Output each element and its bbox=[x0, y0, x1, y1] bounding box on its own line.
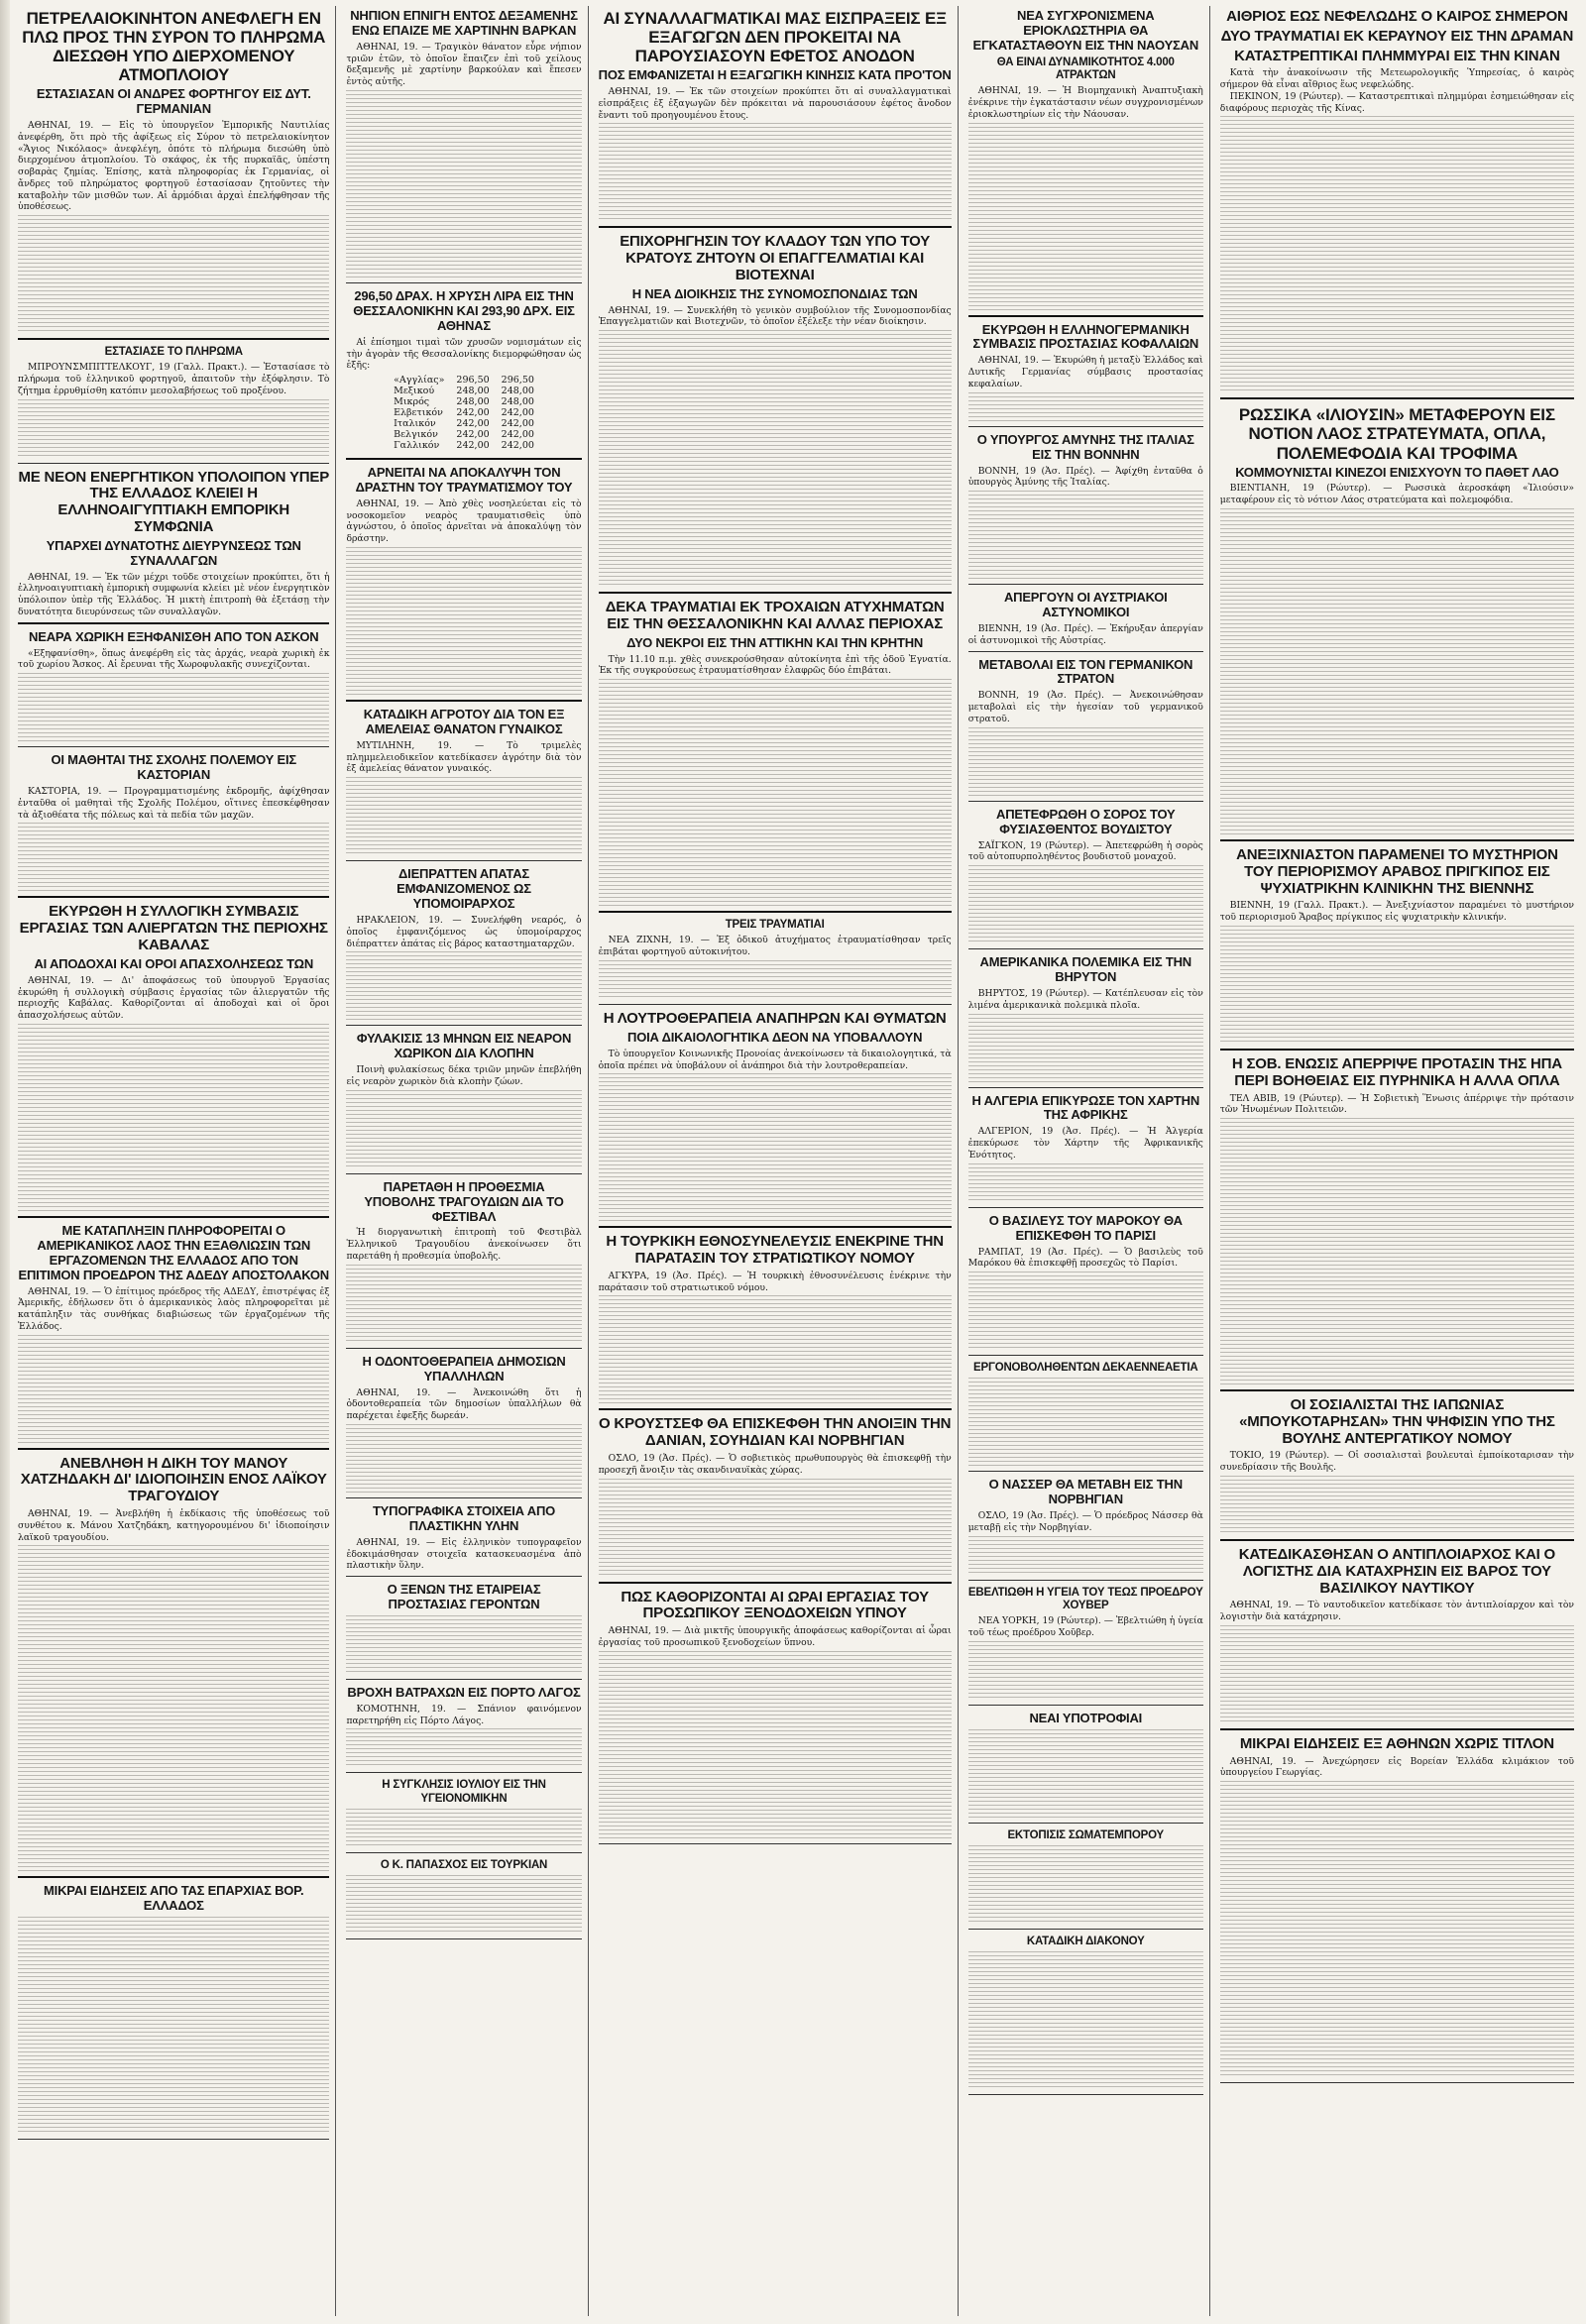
coin-price: 242,00 bbox=[501, 429, 534, 441]
article-body: Ἡ διοργανωτικὴ ἐπιτροπὴ τοῦ Φεστιβὰλ Ἑλληνικοῦ Τραγουδίου ἀνεκοίνωσεν ὅτι παρετάθη ἡ προθεσμία ὑποβολῆς. bbox=[346, 1227, 582, 1263]
article-hatzidakis bbox=[18, 1453, 329, 1879]
article-athens-briefs bbox=[1220, 1733, 1574, 2083]
article-body: ΑΘΗΝΑΙ, 19. — Ἀνεβλήθη ἡ ἐκδίκασις τῆς ὑποθέσεως τοῦ συνθέτου κ. Μάνου Χατζηδάκη, κατηγορουμένου δι' ἰδιοποίησιν λαϊκοῦ τραγουδίου. bbox=[18, 1508, 330, 1543]
text-block bbox=[346, 1265, 581, 1344]
text-block bbox=[968, 1378, 1203, 1467]
text-block bbox=[18, 673, 329, 742]
headline: Ο ΥΠΟΥΡΓΟΣ ΑΜΥΝΗΣ ΤΗΣ ΙΤΑΛΙΑΣ ΕΙΣ ΤΗΝ ΒΟΝΝΗΝ bbox=[976, 431, 1194, 462]
headline: ΜΙΚΡΑΙ ΕΙΔΗΣΕΙΣ ΕΞ ΑΘΗΝΩΝ ΧΩΡΙΣ ΤΙΤΛΟΝ bbox=[1239, 1734, 1554, 1752]
article-crew-mutiny bbox=[18, 343, 329, 464]
gold-price-table bbox=[388, 375, 540, 451]
article-german-army bbox=[968, 655, 1203, 802]
article-body: ΑΘΗΝΑΙ, 19. — Τραγικὸν θάνατον εὗρε νήπιον τριῶν ἐτῶν, τὸ ὁποῖον ἔπαιζεν ἐπὶ τοῦ χείλους δεξαμενῆς μὲ χαρτίνην βαρκούλαν καὶ ἔπεσεν ἐντὸς αὐτῆς. bbox=[346, 41, 582, 88]
article-greek-german bbox=[968, 320, 1203, 427]
subheadline: ΥΠΑΡΧΕΙ ΔΥΝΑΤΟΤΗΣ ΔΙΕΥΡΥΝΣΕΩΣ ΤΩΝ ΣΥΝΑΛΛΑΓΩΝ bbox=[46, 537, 301, 568]
headline: ΕΠΙΧΟΡΗΓΗΣΙΝ ΤΟΥ ΚΛΑΔΟΥ ΤΩΝ ΥΠΟ ΤΟΥ ΚΡΑΤΟΥΣ ΖΗΤΟΥΝ ΟΙ ΕΠΑΓΓΕΛΜΑΤΙΑΙ ΚΑΙ ΒΙΟΤΕΧΝΑΙ bbox=[620, 233, 931, 283]
article-body: ΑΘΗΝΑΙ, 19. — Ἐκυρώθη ἡ μεταξὺ Ἑλλάδος καὶ Δυτικῆς Γερμανίας σύμβασις προστασίας κεφαλαίων. bbox=[967, 355, 1203, 389]
coin-name: Μεξικού bbox=[394, 386, 435, 397]
article-body: ΜΥΤΙΛΗΝΗ, 19. — Τὸ τριμελὲς πλημμελειοδικεῖον κατεδίκασεν ἀγρότην διὰ τὸν ἐξ ἀμελείας θάνατον γυναικός. bbox=[346, 739, 582, 775]
gold-row bbox=[388, 407, 540, 418]
text-block bbox=[1220, 926, 1574, 1045]
article-algeria bbox=[968, 1091, 1203, 1208]
headline: ΒΡΟΧΗ ΒΑΤΡΑΧΩΝ ΕΙΣ ΠΟΡΤΟ ΛΑΓΟΣ bbox=[347, 1685, 581, 1700]
subheadline: ΚΟΜΜΟΥΝΙΣΤΑΙ ΚΙΝΕΖΟΙ ΕΝΙΣΧΥΟΥΝ ΤΟ ΠΑΘΕΤ ΛΑΟ bbox=[1235, 464, 1559, 480]
coin-name: Βελγικόν bbox=[394, 429, 438, 441]
coin-name: «Αγγλίας» bbox=[394, 375, 445, 387]
article-body: Ποινὴ φυλακίσεως δέκα τριῶν μηνῶν ἐπεβλήθη εἰς νεαρὸν χωρικὸν διὰ κλοπὴν ζώων. bbox=[346, 1064, 582, 1087]
article-body: Τὸ ὑπουργεῖον Κοινωνικῆς Προνοίας ἀνεκοίνωσεν τὰ δικαιολογητικά, τὰ ὁποῖα πρέπει νὰ ὑποβάλουν οἱ ἀνάπηροι διὰ τὴν λουτροθεραπείαν. bbox=[598, 1048, 952, 1071]
article-body: ΗΡΑΚΛΕΙΟΝ, 19. — Συνελήφθη νεαρός, ὁ ὁποῖος ἐμφανιζόμενος ὡς ὑπομοίραρχος διέπραττεν ἀπάτας εἰς βάρος καταστηματαρχῶν. bbox=[346, 914, 582, 949]
article-three-injured bbox=[599, 916, 952, 1005]
text-block bbox=[1220, 508, 1574, 835]
text-block bbox=[599, 960, 952, 1000]
text-block bbox=[346, 1809, 581, 1848]
coin-price: 296,50 bbox=[501, 375, 534, 387]
article-navy-embezzle bbox=[1220, 1544, 1574, 1730]
gold-row bbox=[388, 396, 540, 407]
article-italy-defence bbox=[968, 430, 1203, 585]
gold-row bbox=[388, 418, 540, 429]
coin-name: Γαλλικόν bbox=[394, 440, 440, 452]
article-khrushchev bbox=[599, 1413, 952, 1583]
subheadline: Η ΝΕΑ ΔΙΟΙΚΗΣΙΣ ΤΗΣ ΣΥΝΟΜΟΣΠΟΝΔΙΑΣ ΤΩΝ bbox=[631, 285, 918, 301]
text-block bbox=[968, 865, 1203, 944]
article-body: ΒΙΕΝΝΗ, 19 (Ἀσ. Πρές). — Ἐκήρυξαν ἀπεργίαν οἱ ἀστυνομικοὶ τῆς Αὐστρίας. bbox=[967, 623, 1203, 646]
text-block bbox=[346, 951, 581, 1021]
headline: ΤΡΕΙΣ ΤΡΑΥΜΑΤΙΑΙ bbox=[725, 919, 825, 932]
headline: ΝΗΠΙΟΝ ΕΠΝΙΓΗ ΕΝΤΟΣ ΔΕΞΑΜΕΝΗΣ ΕΝΩ ΕΠΑΙΖΕ ΜΕ ΧΑΡΤΙΝΗΝ ΒΑΡΚΑΝ bbox=[350, 8, 578, 38]
text-block bbox=[18, 823, 329, 892]
article-body: ΜΠΡΟΥΝΣΜΠΙΤΤΕΛΚΟΥΓ, 19 (Γαλλ. Πρακτ.). — Ἐστασίασε τὸ πλήρωμα τοῦ ἑλληνικοῦ φορτηγοῦ, ἀπαιτοῦν τὴν ἐξόφλησιν. Τὸ ζήτημα ἐρρυθμίσθη κατόπιν μεσολαβήσεως τοῦ προξένου. bbox=[18, 362, 330, 396]
article-gold-sovereign bbox=[346, 286, 581, 460]
text-block bbox=[599, 1295, 952, 1404]
article-austrian-police bbox=[968, 588, 1203, 651]
headline: ΕΡΓΟΝΟΒΟΛΗΘΕΝΤΩΝ ΔΕΚΑΕΝΝΕΑΕΤΙΑ bbox=[973, 1362, 1198, 1375]
headline: Η ΟΔΟΝΤΟΘΕΡΑΠΕΙΑ ΔΗΜΟΣΙΩΝ ΥΠΑΛΛΗΛΩΝ bbox=[362, 1353, 566, 1383]
headline: Η ΣΟΒ. ΕΝΩΣΙΣ ΑΠΕΡΡΙΨΕ ΠΡΟΤΑΣΙΝ ΤΗΣ ΗΠΑ ΠΕΡΙ ΒΟΗΘΕΙΑΣ ΕΙΣ ΠΥΡΗΝΙΚΑ Η ΑΛΛΑ ΟΠΛΑ bbox=[1231, 1054, 1562, 1089]
article-prison bbox=[346, 1029, 581, 1173]
article-turkish-assembly bbox=[599, 1231, 952, 1410]
text-block bbox=[599, 123, 952, 222]
coin-price: 242,00 bbox=[456, 429, 490, 441]
headline: ΠΑΡΕΤΑΘΗ Η ΠΡΟΘΕΣΜΙΑ ΥΠΟΒΟΛΗΣ ΤΡΑΓΟΥΔΙΩΝ ΔΙΑ ΤΟ ΦΕΣΤΙΒΑΛ bbox=[364, 1178, 564, 1224]
article-hoover bbox=[968, 1584, 1203, 1706]
text-block bbox=[968, 1641, 1203, 1701]
gold-row bbox=[388, 375, 540, 386]
headline: ΕΒΕΛΤΙΩΘΗ Η ΥΓΕΙΑ ΤΟΥ ΤΕΩΣ ΠΡΟΕΔΡΟΥ ΧΟΥΒΕΡ bbox=[967, 1586, 1203, 1611]
article-health-council bbox=[346, 1776, 581, 1852]
headline: ΠΕΤΡΕΛΑΙΟΚΙΝΗΤΟΝ ΑΝΕΦΛΕΓΗ ΕΝ ΠΛΩ ΠΡΟΣ ΤΗΝ ΣΥΡΟΝ ΤΟ ΠΛΗΡΩΜΑ ΔΙΕΣΩΘΗ ΥΠΟ ΔΙΕΡΧΟΜΕΝΟΥ ΑΤΜΟΠΛΟΙΟΥ bbox=[22, 9, 326, 85]
gold-row bbox=[388, 440, 540, 451]
gold-row bbox=[388, 386, 540, 396]
article-body: ΒΙΕΝΤΙΑΝΗ, 19 (Ρώυτερ). — Ρωσσικὰ ἀεροσκάφη «Ἰλιούσιν» μεταφέρουν εἰς τὸ νότιον Λάος στρατεύματα καὶ πολεμοφόδια. bbox=[1219, 483, 1574, 506]
headline-2: ΔΥΟ ΤΡΑΥΜΑΤΙΑΙ ΕΚ ΚΕΡΑΥΝΟΥ ΕΙΣ ΤΗΝ ΔΡΑΜΑΝ bbox=[1220, 27, 1574, 45]
article-elderly-home bbox=[346, 1580, 581, 1680]
article-type bbox=[346, 1501, 581, 1577]
article-kavala-fishers bbox=[18, 901, 329, 1217]
article-body: ΑΛΓΕΡΙΟΝ, 19 (Ἀσ. Πρές). — Ἡ Ἀλγερία ἐπεκύρωσε τὸν Χάρτην τῆς Ἀφρικανικῆς Ἑνότητος. bbox=[967, 1126, 1203, 1161]
headline: ΑΠΕΤΕΦΡΩΘΗ Ο ΣΟΡΟΣ ΤΟΥ ΦΥΣΙΑΣΘΕΝΤΟΣ ΒΟΥΔΙΣΤΟΥ bbox=[996, 806, 1176, 836]
article-body: ΚΟΜΟΤΗΝΗ, 19. — Σπάνιον φαινόμενον παρετηρήθη εἰς Πόρτο Λάγος. bbox=[346, 1703, 582, 1726]
text-block bbox=[968, 1163, 1203, 1203]
article-deacon bbox=[968, 1933, 1203, 2095]
coin-price: 242,00 bbox=[501, 418, 534, 430]
gold-row bbox=[388, 429, 540, 440]
article-nasser bbox=[968, 1475, 1203, 1580]
coin-price: 242,00 bbox=[501, 407, 534, 419]
article-body: ΤΟΚΙΟ, 19 (Ρώυτερ). — Οἱ σοσιαλισταὶ βουλευταὶ ἐμποίκοταρισαν τὴν συνεδρίασιν τῆς Βουλῆς. bbox=[1219, 1450, 1574, 1474]
article-exports bbox=[599, 6, 952, 228]
article-body: ΡΑΜΠΑΤ, 19 (Ἀσ. Πρές). — Ὁ βασιλεὺς τοῦ Μαρόκου θὰ ἐπισκεφθῇ προσεχῶς τὸ Παρίσι. bbox=[967, 1246, 1203, 1270]
article-body: ΒΙΕΝΝΗ, 19 (Γαλλ. Πρακτ.). — Ἀνεξιχνίαστον παραμένει τὸ μυστήριον τοῦ περιορισμοῦ Ἄραβος πρίγκιπος εἰς ψυχιατρικὴν κλινικήν. bbox=[1219, 900, 1574, 924]
text-block bbox=[18, 1917, 329, 2135]
article-body: ΣΑΪΓΚΟΝ, 19 (Ρώυτερ). — Ἀπετεφρώθη ἡ σορὸς τοῦ αὐτοπυρποληθέντος βουδιστοῦ μοναχοῦ. bbox=[967, 839, 1203, 863]
article-weather bbox=[1220, 6, 1574, 399]
text-block bbox=[599, 1651, 952, 1839]
coin-name: Ιταλικόν bbox=[394, 418, 436, 430]
headline: ΔΙΕΠΡΑΤΤΕΝ ΑΠΑΤΑΣ ΕΜΦΑΝΙΖΟΜΕΝΟΣ ΩΣ ΥΠΟΜΟΙΡΑΡΧΟΣ bbox=[396, 866, 531, 912]
headline: ΕΚΤΟΠΙΣΙΣ ΣΩΜΑΤΕΜΠΟΡΟΥ bbox=[1007, 1828, 1165, 1841]
headline: ΑΠΕΡΓΟΥΝ ΟΙ ΑΥΣΤΡΙΑΚΟΙ ΑΣΤΥΝΟΜΙΚΟΙ bbox=[1003, 590, 1168, 620]
text-block bbox=[599, 1073, 952, 1222]
subheadline: ΔΥΟ ΝΕΚΡΟΙ ΕΙΣ ΤΗΝ ΑΤΤΙΚΗΝ ΚΑΙ ΤΗΝ ΚΡΗΤΗΝ bbox=[626, 634, 924, 650]
article-body: ΑΘΗΝΑΙ, 19. — Ἐκ τῶν μέχρι τοῦδε στοιχείων προκύπτει, ὅτι ἡ ἑλληνοαιγυπτιακὴ ἐμπορικὴ συμφωνία κλείει μὲ νέον ἐνεργητικὸν ὑπόλοιπον ὑπὲρ τῆς Ἑλλάδος. Ἡ μικτὴ ἐπιτροπὴ θὰ ἐξετάσῃ τὴν δυνατότητα διευρύνσεως τῶν συναλλαγῶν. bbox=[18, 571, 330, 617]
article-body: ΝΕΑ ΖΙΧΝΗ, 19. — Ἐξ ὀδικοῦ ἀτυχήματος ἐτραυματίσθησαν τρεῖς ἐπιβάται φορτηγοῦ αὐτοκινήτου. bbox=[598, 935, 952, 958]
article-deportation bbox=[968, 1826, 1203, 1930]
text-block bbox=[346, 1090, 581, 1169]
headline: ΚΑΤΕΔΙΚΑΣΘΗΣΑΝ Ο ΑΝΤΙΠΛΟΙΑΡΧΟΣ ΚΑΙ Ο ΛΟΓΙΣΤΗΣ ΔΙΑ ΚΑΤΑΧΡΗΣΙΝ ΕΙΣ ΒΑΡΟΣ ΤΟΥ ΒΑΣΙΛΙΚΟΥ ΝΑΥΤΙΚΟΥ bbox=[1238, 1545, 1555, 1597]
headline: Ο ΝΑΣΣΕΡ ΘΑ ΜΕΤΑΒΗ ΕΙΣ ΤΗΝ ΝΟΡΒΗΓΙΑΝ bbox=[988, 1477, 1183, 1507]
text-block bbox=[1220, 1781, 1574, 2078]
article-body: ΒΗΡΥΤΟΣ, 19 (Ρώυτερ). — Κατέπλευσαν εἰς τὸν λιμένα ἀμερικανικὰ πολεμικὰ πλοῖα. bbox=[967, 987, 1203, 1011]
headline: ΦΥΛΑΚΙΣΙΣ 13 ΜΗΝΩΝ ΕΙΣ ΝΕΑΡΟΝ ΧΩΡΙΚΟΝ ΔΙΑ ΚΛΟΠΗΝ bbox=[356, 1031, 572, 1061]
article-northern-news bbox=[18, 1881, 329, 2140]
article-scholarships bbox=[968, 1709, 1203, 1824]
article-body: ΑΘΗΝΑΙ, 19. — Ἡ Βιομηχανικὴ Ἀναπτυξιακὴ ἐνέκρινε τὴν ἐγκατάστασιν νέων συγχρονισμένων ἐριοκλωστηρίων εἰς τὴν Νάουσαν. bbox=[967, 85, 1203, 120]
article-body: ΑΘΗΝΑΙ, 19. — Εἰς ἑλληνικὸν τυπογραφεῖον ἐδοκιμάσθησαν στοιχεῖα κατασκευασμένα ἀπὸ πλαστικὴν ὕλην. bbox=[346, 1536, 582, 1572]
headline: Ο ΞΕΝΩΝ ΤΗΣ ΕΤΑΙΡΕΙΑΣ ΠΡΟΣΤΑΣΙΑΣ ΓΕΡΟΝΤΩΝ bbox=[387, 1582, 541, 1612]
article-body: ΟΣΛΟ, 19 (Ἀσ. Πρές). — Ὁ πρόεδρος Νάσσερ θὰ μεταβῇ εἰς τὴν Νορβηγίαν. bbox=[967, 1510, 1203, 1533]
headline-3: ΚΑΤΑΣΤΡΕΠΤΙΚΑΙ ΠΛΗΜΜΥΡΑΙ ΕΙΣ ΤΗΝ ΚΙΝΑΝ bbox=[1234, 47, 1560, 64]
text-block bbox=[968, 727, 1203, 797]
article-war-school bbox=[18, 750, 329, 898]
headline: ΔΕΚΑ ΤΡΑΥΜΑΤΙΑΙ ΕΚ ΤΡΟΧΑΙΩΝ ΑΤΥΧΗΜΑΤΩΝ ΕΙΣ ΤΗΝ ΘΕΣΣΑΛΟΝΙΚΗΝ ΚΑΙ ΑΛΛΑΣ ΠΕΡΙΟΧΑΣ bbox=[605, 599, 945, 632]
column-4 bbox=[968, 6, 1210, 2316]
column-3 bbox=[599, 6, 959, 2316]
article-body: ΟΣΛΟ, 19 (Ἀσ. Πρές). — Ὁ σοβιετικὸς πρωθυπουργὸς θὰ ἐπισκεφθῇ τὴν προσεχῆ ἄνοιξιν τὰς σκανδιναυϊκὰς χώρας. bbox=[598, 1452, 952, 1476]
text-block bbox=[968, 392, 1203, 422]
headline: ΕΚΥΡΩΘΗ Η ΕΛΛΗΝΟΓΕΡΜΑΝΙΚΗ ΣΥΜΒΑΣΙΣ ΠΡΟΣΤΑΣΙΑΣ ΚΟΦΑΛΑΙΩΝ bbox=[972, 321, 1199, 352]
text-block bbox=[18, 399, 329, 459]
headline: ΚΑΤΑΔΙΚΗ ΑΓΡΟΤΟΥ ΔΙΑ ΤΟΝ ΕΞ ΑΜΕΛΕΙΑΣ ΘΑΝΑΤΟΝ ΓΥΝΑΙΚΟΣ bbox=[363, 706, 565, 736]
article-dental bbox=[346, 1352, 581, 1498]
article-body: ΑΘΗΝΑΙ, 19. — Εἰς τὸ ὑπουργεῖον Ἐμπορικῆς Ναυτιλίας ἀνεφέρθη, ὅτι πρὸ τῆς ἀφίξεως εἰς Σύρον τὸ πετρελαιοκίνητον «Ἅγιος Νικόλαος» ἀνεφλέγη, ὁπότε τὸ πλήρωμα διεσώθη ὑπὸ διερχομένου ἀτμοπλοίου. Τὸ σκάφος, ἐκ τῆς πυρκαϊᾶς, ὑπέστη σοβαρὰς ζημίας. Ἐπίσης, κατὰ πληροφορίας ἐκ Γερμανίας, οἱ ἄνδρες τοῦ πληρώματος φορτηγοῦ ἐστασίασαν ζητοῦντες τὴν καταβολὴν τῶν μισθῶν των. Αἱ ἀρμόδιαι ἀρχαὶ ἐπελήφθησαν τῆς ὑποθέσεως. bbox=[18, 120, 330, 213]
headline: 296,50 ΔΡΑΧ. Η ΧΡΥΣΗ ΛΙΡΑ ΕΙΣ ΤΗΝ ΘΕΣΣΑΛΟΝΙΚΗΝ ΚΑΙ 293,90 ΔΡΧ. ΕΙΣ ΑΘΗΝΑΣ bbox=[353, 287, 575, 333]
article-hotel-hours bbox=[599, 1587, 952, 1844]
page-edge bbox=[0, 0, 10, 2324]
article-body: ΒΟΝΝΗ, 19 (Ἀσ. Πρές). — Ἀνεκοινώθησαν μεταβολαὶ εἰς τὴν ἡγεσίαν τοῦ γερμανικοῦ στρατοῦ. bbox=[967, 690, 1203, 724]
text-block bbox=[1220, 1476, 1574, 1535]
headline: Ο ΒΑΣΙΛΕΥΣ ΤΟΥ ΜΑΡΟΚΟΥ ΘΑ ΕΠΙΣΚΕΦΘΗ ΤΟ ΠΑΡΙΣΙ bbox=[988, 1212, 1183, 1243]
headline: ΤΥΠΟΓΡΑΦΙΚΑ ΣΤΟΙΧΕΙΑ ΑΠΟ ΠΛΑΣΤΙΚΗΝ ΥΛΗΝ bbox=[372, 1502, 556, 1533]
article-morocco bbox=[968, 1211, 1203, 1356]
article-body: ΑΘΗΝΑΙ, 19. — Συνεκλήθη τὸ γενικὸν συμβούλιον τῆς Συνομοσπονδίας Ἐπαγγελματιῶν καὶ Βιοτεχνῶν, τὸ ὁποῖον ἐξέλεξε τὴν νέαν διοίκησιν. bbox=[598, 304, 952, 328]
article-farmer bbox=[346, 705, 581, 861]
article-soviet-reject bbox=[1220, 1053, 1574, 1391]
article-body: ΝΕΑ ΥΟΡΚΗ, 19 (Ρώυτερ). — Ἐβελτιώθη ἡ ὑγεία τοῦ τέως προέδρου Χοῦβερ. bbox=[967, 1615, 1203, 1638]
coin-price: 248,00 bbox=[501, 386, 534, 397]
text-block bbox=[968, 1729, 1203, 1819]
text-block bbox=[346, 1615, 581, 1675]
article-traffic bbox=[599, 597, 952, 913]
text-block bbox=[599, 330, 952, 588]
subheadline: ΘΑ ΕΙΝΑΙ ΔΥΝΑΜΙΚΟΤΗΤΟΣ 4.000 ΑΤΡΑΚΤΩΝ bbox=[996, 55, 1175, 82]
headline: Η ΛΟΥΤΡΟΘΕΡΑΠΕΙΑ ΑΝΑΠΗΡΩΝ ΚΑΙ ΘΥΜΑΤΩΝ bbox=[603, 1010, 947, 1027]
headline: ΝΕΑ ΣΥΓΧΡΟΝΙΣΜΕΝΑ ΕΡΙΟΚΛΩΣΤΗΡΙΑ ΘΑ ΕΓΚΑΤΑΣΤΑΘΟΥΝ ΕΙΣ ΤΗΝ ΝΑΟΥΣΑΝ bbox=[972, 8, 1199, 53]
article-body: Αἱ ἐπίσημοι τιμαὶ τῶν χρυσῶν νομισμάτων εἰς τὴν ἀγορὰν τῆς Θεσσαλονίκης διεμορφώθησαν ὡς ἑξῆς: bbox=[346, 336, 582, 372]
headline: ΝΕΑΡΑ ΧΩΡΙΚΗ ΕΞΗΦΑΝΙΣΘΗ ΑΠΟ ΤΟΝ ΑΣΚΟΝ bbox=[29, 628, 319, 644]
headline: ΕΣΤΑΣΙΑΣΕ ΤΟ ΠΛΗΡΩΜΑ bbox=[104, 346, 243, 359]
coin-price: 296,50 bbox=[456, 375, 490, 387]
column-1 bbox=[18, 6, 336, 2316]
text-block bbox=[18, 1335, 329, 1444]
text-block bbox=[968, 1014, 1203, 1083]
article-body: ΒΟΝΝΗ, 19 (Ἀσ. Πρές). — Ἀφίχθη ἐνταῦθα ὁ ὑπουργὸς Ἀμύνης τῆς Ἰταλίας. bbox=[967, 465, 1203, 489]
text-block bbox=[968, 123, 1203, 311]
headline: ΑΡΝΕΙΤΑΙ ΝΑ ΑΠΟΚΑΛΥΨΗ ΤΟΝ ΔΡΑΣΤΗΝ ΤΟΥ ΤΡΑΥΜΑΤΙΣΜΟΥ ΤΟΥ bbox=[355, 465, 573, 495]
headline: Ο Κ. ΠΑΠΑΣΧΟΣ ΕΙΣ ΤΟΥΡΚΙΑΝ bbox=[380, 1858, 548, 1871]
text-block bbox=[346, 90, 581, 278]
text-block bbox=[18, 1545, 329, 1872]
subheadline: ΠΟΙΑ ΔΙΚΑΙΟΛΟΓΗΤΙΚΑ ΔΕΟΝ ΝΑ ΥΠΟΒΑΛΛΟΥΝ bbox=[627, 1029, 923, 1045]
headline: ΜΙΚΡΑΙ ΕΙΔΗΣΕΙΣ ΑΠΟ ΤΑΣ ΕΠΑΡΧΙΑΣ ΒΟΡ. ΕΛΛΑΔΟΣ bbox=[44, 1883, 304, 1914]
headline: ΝΕΑΙ ΥΠΟΤΡΟΦΙΑΙ bbox=[1029, 1710, 1143, 1725]
article-japan-socialists bbox=[1220, 1394, 1574, 1541]
article-refuses bbox=[346, 463, 581, 702]
headline: Η ΑΛΓΕΡΙΑ ΕΠΙΚΥΡΩΣΕ ΤΟΝ ΧΑΡΤΗΝ ΤΗΣ ΑΦΡΙΚΗΣ bbox=[971, 1092, 1200, 1123]
article-body: ΑΘΗΝΑΙ, 19. — Τὸ ναυτοδικεῖον κατεδίκασε τὸν ἀντιπλοίαρχον καὶ τὸν λογιστὴν διὰ κατάχρησιν. bbox=[1219, 1600, 1574, 1623]
coin-price: 242,00 bbox=[456, 440, 490, 452]
article-body: ΑΘΗΝΑΙ, 19. — Δι' ἀποφάσεως τοῦ ὑπουργοῦ Ἐργασίας ἐκυρώθη ἡ συλλογικὴ σύμβασις ἐργασίας τῶν ἁλιεργατῶν τῆς περιοχῆς Καβάλας. Καθορίζονται αἱ ἀποδοχαὶ καὶ οἱ ὅροι ἀπασχολήσεως αὐτῶν. bbox=[18, 974, 330, 1022]
article-missing-girl bbox=[18, 627, 329, 747]
article-tanker-fire bbox=[18, 6, 329, 340]
article-craftsmen bbox=[599, 231, 952, 594]
coin-price: 242,00 bbox=[456, 418, 490, 430]
headline: Ο ΚΡΟΥΣΤΣΕΦ ΘΑ ΕΠΙΣΚΕΦΘΗ ΤΗΝ ΑΝΟΙΞΙΝ ΤΗΝ ΔΑΝΙΑΝ, ΣΟΥΗΔΙΑΝ ΚΑΙ ΝΟΡΒΗΓΙΑΝ bbox=[599, 1415, 952, 1450]
article-body: «Εξηφανίσθη», ὅπως ἀνεφέρθη εἰς τὰς ἀρχάς, νεαρὰ χωρικὴ ἐκ τοῦ χωρίου Ἄσκος. Αἱ ἔρευναι τῆς Χωροφυλακῆς συνεχίζονται. bbox=[18, 647, 330, 671]
headline: ΜΕ ΚΑΤΑΠΛΗΞΙΝ ΠΛΗΡΟΦΟΡΕΙΤΑΙ Ο ΑΜΕΡΙΚΑΝΙΚΟΣ ΛΑΟΣ ΤΗΝ ΕΞΑΘΛΙΩΣΙΝ ΤΩΝ ΕΡΓΑΖΟΜΕΝΩΝ ΤΗΣ ΕΛΛΑΔΟΣ ΑΠΟ ΤΟΝ ΕΠΙΤΙΜΟΝ ΠΡΟΕΔΡΟΝ ΤΗΣ ΑΔΕΔΥ ΑΠΟΣΤΟΛΑΚΟΝ bbox=[18, 1222, 329, 1282]
text-block bbox=[18, 215, 329, 334]
article-body: ΑΘΗΝΑΙ, 19. — Ἀπὸ χθὲς νοσηλεύεται εἰς τὸ νοσοκομεῖον νεαρὸς τραυματισθεὶς ὑπὸ ἀγνώστου, ὁ ὁποῖος ἀρνεῖται νὰ ἀποκαλύψῃ τὸν δράστην. bbox=[346, 498, 582, 545]
article-body: ΤΕΛ ΑΒΙΒ, 19 (Ρώυτερ). — Ἡ Σοβιετικὴ Ἕνωσις ἀπέρριψε τὴν πρότασιν τῶν Ἡνωμένων Πολιτειῶν. bbox=[1219, 1092, 1574, 1116]
headline: ΑΙΘΡΙΟΣ ΕΩΣ ΝΕΦΕΛΩΔΗΣ Ο ΚΑΙΡΟΣ ΣΗΜΕΡΟΝ bbox=[1226, 8, 1568, 25]
coin-price: 248,00 bbox=[456, 396, 490, 408]
text-block bbox=[18, 1024, 329, 1212]
text-block bbox=[599, 1479, 952, 1578]
coin-name: Ελβετικόν bbox=[394, 407, 443, 419]
coin-price: 248,00 bbox=[501, 396, 534, 408]
article-fraud bbox=[346, 864, 581, 1026]
coin-name: Μικρός bbox=[394, 396, 430, 408]
subheadline: ΠΟΣ ΕΜΦΑΝΙΖΕΤΑΙ Η ΕΞΑΓΩΓΙΚΗ ΚΙΝΗΣΙΣ ΚΑΤΑ ΠΡΟ'ΤΟΝ bbox=[598, 67, 952, 83]
headline: ΜΕ ΝΕΟΝ ΕΝΕΡΓΗΤΙΚΟΝ ΥΠΟΛΟΙΠΟΝ ΥΠΕΡ ΤΗΣ ΕΛΛΑΔΟΣ ΚΛΕΙΕΙ Η ΕΛΛΗΝΟΑΙΓΥΠΤΙΑΚΗ ΕΜΠΟΡΙΚΗ ΣΥΜΦΩΝΙΑ bbox=[18, 468, 330, 536]
headline: ΑΜΕΡΙΚΑΝΙΚΑ ΠΟΛΕΜΙΚΑ ΕΙΣ ΤΗΝ ΒΗΡΥΤΟΝ bbox=[979, 954, 1191, 985]
headline: ΜΕΤΑΒΟΛΑΙ ΕΙΣ ΤΟΝ ΓΕΡΜΑΝΙΚΟΝ ΣΤΡΑΤΟΝ bbox=[978, 656, 1193, 687]
text-block bbox=[968, 1951, 1203, 2090]
text-block bbox=[599, 679, 952, 907]
article-spa-therapy bbox=[599, 1008, 952, 1228]
column-5 bbox=[1220, 6, 1574, 2316]
article-body: ΑΘΗΝΑΙ, 19. — Ἐκ τῶν στοιχείων προκύπτει ὅτι αἱ συναλλαγματικαὶ εἰσπράξεις ἐξ ἐξαγωγῶν δὲν πρόκειται νὰ παρουσιάσουν ἐφέτος ἄνοδον ἔναντι τοῦ προηγουμένου ἔτους. bbox=[598, 86, 952, 121]
text-block bbox=[968, 1536, 1203, 1576]
headline: ΑΙ ΣΥΝΑΛΛΑΓΜΑΤΙΚΑΙ ΜΑΣ ΕΙΣΠΡΑΞΕΙΣ ΕΞ ΕΞΑΓΩΓΩΝ ΔΕΝ ΠΡΟΚΕΙΤΑΙ ΝΑ ΠΑΡΟΥΣΙΑΣΟΥΝ ΕΦΕΤΟΣ ΑΝΟΔΟΝ bbox=[603, 9, 947, 66]
article-body: ΚΑΣΤΟΡΙΑ, 19. — Προγραμματισμένης ἐκδρομῆς, ἀφίχθησαν ἐνταῦθα οἱ μαθηταὶ τῆς Σχολῆς Πολέμου, οἵτινες ἐπεσκέφθησαν τὰ ἀξιοθέατα τῆς πόλεως καὶ τὰ πεδία τῶν μαχῶν. bbox=[18, 786, 330, 821]
headline: ΟΙ ΣΟΣΙΑΛΙΣΤΑΙ ΤΗΣ ΙΑΠΩΝΙΑΣ «ΜΠΟΥΚΟΤΑΡΗΣΑΝ» ΤΗΝ ΨΗΦΙΣΙΝ ΥΠΟ ΤΗΣ ΒΟΥΛΗΣ ΑΝΤΕΡΓΑΤΙΚΟΥ ΝΟΜΟΥ bbox=[1239, 1396, 1555, 1447]
article-papaschos bbox=[346, 1856, 581, 1939]
article-body: Κατὰ τὴν ἀνακοίνωσιν τῆς Μετεωρολογικῆς Ὑπηρεσίας, ὁ καιρὸς σήμερον θὰ εἶναι αἴθριος ἕως νεφελώδης. bbox=[1219, 67, 1574, 91]
article-decade bbox=[968, 1359, 1203, 1472]
headline: ΠΩΣ ΚΑΘΟΡΙΖΟΝΤΑΙ ΑΙ ΩΡΑΙ ΕΡΓΑΣΙΑΣ ΤΟΥ ΠΡΟΣΩΠΙΚΟΥ ΞΕΝΟΔΟΧΕΙΩΝ ΥΠΝΟΥ bbox=[621, 1588, 929, 1622]
article-body: ΑΘΗΝΑΙ, 19. — Διὰ μικτῆς ὑπουργικῆς ἀποφάσεως καθορίζονται αἱ ὧραι ἐργασίας τοῦ προσωπικοῦ ξενοδοχείων ὕπνου. bbox=[598, 1625, 952, 1648]
subheadline: ΑΙ ΑΠΟΔΟΧΑΙ ΚΑΙ ΟΡΟΙ ΑΠΑΣΧΟΛΗΣΕΩΣ ΤΩΝ bbox=[34, 955, 314, 971]
coin-price: 242,00 bbox=[501, 440, 534, 452]
headline: ΟΙ ΜΑΘΗΤΑΙ ΤΗΣ ΣΧΟΛΗΣ ΠΟΛΕΜΟΥ ΕΙΣ ΚΑΣΤΟΡΙΑΝ bbox=[51, 752, 297, 783]
article-naousa-mills bbox=[968, 6, 1203, 317]
article-laos bbox=[1220, 402, 1574, 841]
article-adedy bbox=[18, 1221, 329, 1450]
text-block bbox=[968, 1845, 1203, 1925]
headline: ΡΩΣΣΙΚΑ «ΙΛΙΟΥΣΙΝ» ΜΕΤΑΦΕΡΟΥΝ ΕΙΣ ΝΟΤΙΟΝ ΛΑΟΣ ΣΤΡΑΤΕΥΜΑΤΑ, ΟΠΛΑ, ΠΟΛΕΜΕΦΟΔΙΑ ΚΑΙ ΤΡΟΦΙΜΑ bbox=[1238, 405, 1555, 463]
article-body: ΑΘΗΝΑΙ, 19. — Ἀνεκοινώθη ὅτι ἡ ὀδοντοθεραπεία τῶν δημοσίων ὑπαλλήλων θὰ παρέχεται ἐφεξῆς δωρεάν. bbox=[346, 1386, 582, 1422]
text-block bbox=[346, 777, 581, 856]
article-arab-prince bbox=[1220, 844, 1574, 1051]
article-body: ΑΘΗΝΑΙ, 19. — Ἀνεχώρησεν εἰς Βορείαν Ἑλλάδα κλιμάκιον τοῦ ὑπουργείου Γεωργίας. bbox=[1219, 1755, 1574, 1779]
article-festival bbox=[346, 1177, 581, 1349]
text-block bbox=[1220, 1625, 1574, 1724]
article-body-2: ΠΕΚΙΝΟΝ, 19 (Ρώυτερ). — Καταστρεπτικαὶ πλημμύραι ἐσημειώθησαν εἰς διαφόρους περιοχὰς τῆς Κίνας. bbox=[1219, 90, 1574, 114]
headline: ΑΝΕΞΙΧΝΙΑΣΤΟΝ ΠΑΡΑΜΕΝΕΙ ΤΟ ΜΥΣΤΗΡΙΟΝ ΤΟΥ ΠΕΡΙΟΡΙΣΜΟΥ ΑΡΑΒΟΣ ΠΡΙΓΚΙΠΟΣ ΕΙΣ ΨΥΧΙΑΤΡΙΚΗΝ ΚΛΙΝΙΚΗΝ ΤΗΣ ΒΙΕΝΝΗΣ bbox=[1236, 846, 1558, 897]
text-block bbox=[968, 491, 1203, 580]
headline: ΑΝΕΒΛΗΘΗ Η ΔΙΚΗ ΤΟΥ ΜΑΝΟΥ ΧΑΤΖΗΔΑΚΗ ΔΙ' ΙΔΙΟΠΟΙΗΣΙΝ ΕΝΟΣ ΛΑΪΚΟΥ ΤΡΑΓΟΥΔΙΟΥ bbox=[20, 1454, 327, 1505]
text-block bbox=[1220, 116, 1574, 393]
headline: ΚΑΤΑΔΙΚΗ ΔΙΑΚΟΝΟΥ bbox=[1026, 1935, 1145, 1947]
coin-price: 248,00 bbox=[456, 386, 490, 397]
article-egypt-trade bbox=[18, 467, 329, 624]
text-block bbox=[346, 1424, 581, 1494]
text-block bbox=[346, 547, 581, 696]
column-2 bbox=[346, 6, 588, 2316]
text-block bbox=[968, 1272, 1203, 1351]
article-buddhist bbox=[968, 805, 1203, 949]
coin-price: 242,00 bbox=[456, 407, 490, 419]
article-toddler bbox=[346, 6, 581, 283]
article-frogs bbox=[346, 1683, 581, 1773]
article-beirut bbox=[968, 952, 1203, 1087]
article-body: ΑΓΚΥΡΑ, 19 (Ἀσ. Πρές). — Ἡ τουρκικὴ ἐθνοσυνέλευσις ἐνέκρινε τὴν παράτασιν τοῦ στρατιωτικοῦ νόμου. bbox=[598, 1270, 952, 1293]
headline: Η ΣΥΓΚΛΗΣΙΣ ΙΟΥΛΙΟΥ ΕΙΣ ΤΗΝ ΥΓΕΙΟΝΟΜΙΚΗΝ bbox=[382, 1779, 546, 1805]
text-block bbox=[346, 1875, 581, 1935]
headline: Η ΤΟΥΡΚΙΚΗ ΕΘΝΟΣΥΝΕΛΕΥΣΙΣ ΕΝΕΚΡΙΝΕ ΤΗΝ ΠΑΡΑΤΑΣΙΝ ΤΟΥ ΣΤΡΑΤΙΩΤΙΚΟΥ ΝΟΜΟΥ bbox=[606, 1233, 944, 1268]
article-body: ΑΘΗΝΑΙ, 19. — Ὁ ἐπίτιμος πρόεδρος τῆς ΑΔΕΔΥ, ἐπιστρέψας ἐξ Ἀμερικῆς, ἐδήλωσεν ὅτι ὁ ἀμερικανικὸς λαὸς πληροφορεῖται μὲ κατάπληξιν τὰς συνθήκας διαβιώσεως τῶν ἐργαζομένων τῆς Ἑλλάδος. bbox=[18, 1285, 330, 1332]
headline: ΕΚΥΡΩΘΗ Η ΣΥΛΛΟΓΙΚΗ ΣΥΜΒΑΣΙΣ ΕΡΓΑΣΙΑΣ ΤΩΝ ΑΛΙΕΡΓΑΤΩΝ ΤΗΣ ΠΕΡΙΟΧΗΣ ΚΑΒΑΛΑΣ bbox=[19, 903, 328, 953]
subheadline: ΕΣΤΑΣΙΑΣΑΝ ΟΙ ΑΝΔΡΕΣ ΦΟΡΤΗΓΟΥ ΕΙΣ ΔΥΤ. ΓΕΡΜΑΝΙΑΝ bbox=[36, 86, 311, 117]
text-block bbox=[346, 1728, 581, 1768]
article-body: Τὴν 11.10 π.μ. χθὲς συνεκρούσθησαν αὐτοκίνητα ἐπὶ τῆς ὁδοῦ Ἐγνατία. Ἐκ τῆς συγκρούσεως ἐτραυματίσθησαν ἐλαφρῶς δύο ἐπιβάται. bbox=[598, 653, 952, 677]
text-block bbox=[1220, 1118, 1574, 1385]
